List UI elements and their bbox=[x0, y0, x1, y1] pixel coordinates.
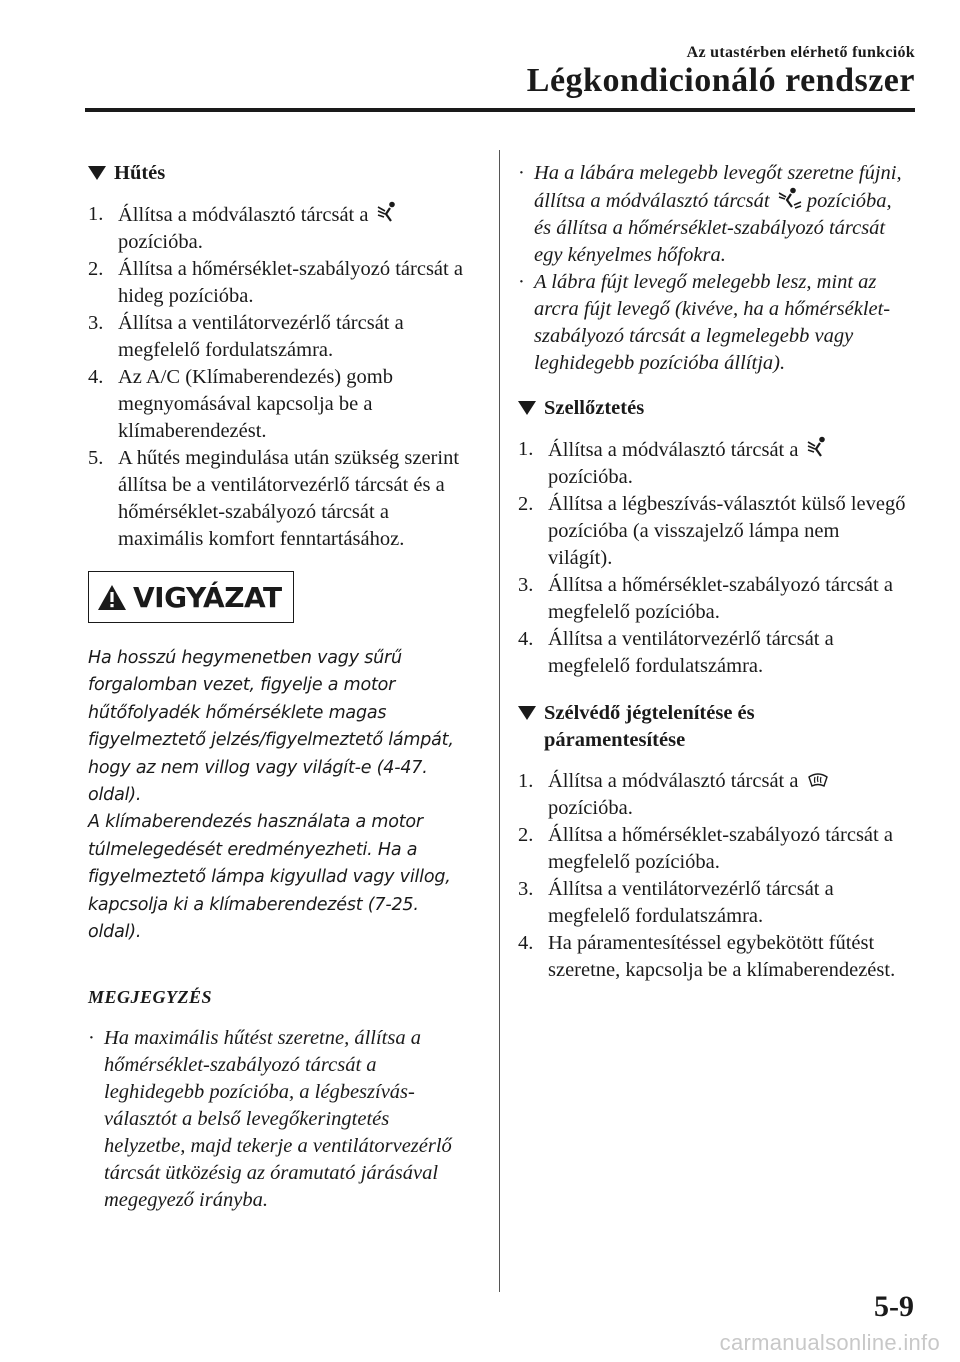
warning-text: Ha hosszú hegymenetben vagy sűrű forgalomban vezet, figyelje a motor hűtőfolyadék hőmérséklete magas figyelmeztető jelzés/figyelmeztető lámpát, hogy az nem villog vagy világít-e (4-47. oldal). A klímaberendezés használata a motor túlmelegedését eredményezheti. Ha a figyelmeztető lámpa kigyullad vagy villog, kapcsolja ki a klímaberendezést (7-25. oldal). bbox=[88, 648, 454, 943]
list-item: 5. A hűtés megindulása után szükség szerint állítsa be a ventilátorvezérlő tárcsát és a hőmérséklet-szabályozó tárcsát a maximális komfort fenntartásához. bbox=[88, 447, 460, 550]
page-title: Légkondicionáló rendszer bbox=[526, 62, 915, 99]
bullet-icon: · bbox=[518, 271, 525, 293]
windshield-defrost-icon bbox=[807, 769, 829, 789]
list-item: 2. Állítsa a légbeszívás-választót külső levegő pozícióba (a visszajelző lámpa nem világít). bbox=[518, 493, 906, 569]
section-triangle-icon bbox=[88, 166, 106, 180]
list-item: 4. Az A/C (Klímaberendezés) gomb megnyomásával kapcsolja be a klímaberendezést. bbox=[88, 366, 393, 442]
warning-box bbox=[88, 571, 294, 623]
watermark: carmanualsonline.info bbox=[719, 1330, 940, 1355]
ventilation-heading: Szellőztetés bbox=[518, 395, 908, 422]
cooling-steps bbox=[88, 201, 468, 553]
bullet-icon: · bbox=[88, 1027, 95, 1050]
bullet-icon: · bbox=[518, 162, 525, 184]
list-item: · A lábra fújt levegő melegebb lesz, mint az arcra fújt levegő (kivéve, ha a hőmérséklet-szabályozó tárcsát a legmelegebb vagy leghidegebb pozícióba állítja). bbox=[518, 269, 908, 377]
warning-label: VIGYÁZAT bbox=[133, 580, 282, 614]
page-number: 5-9 bbox=[874, 1290, 914, 1323]
chapter-subtitle: Az utastérben elérhető funkciók bbox=[686, 44, 915, 61]
list-item: 2. Állítsa a hőmérséklet-szabályozó tárcsát a megfelelő pozícióba. bbox=[518, 824, 893, 873]
note-heading: MEGJEGYZÉS bbox=[88, 987, 213, 1008]
list-item: · Ha maximális hűtést szeretne, állítsa a hőmérséklet-szabályozó tárcsát a leghidegebb pozícióba, a légbeszívás-választót a belső levegőkeringtetés helyzetbe, majd tekerje a ventilátorvezérlő tárcsát ütközésig az óramutató járásával megegyező irányba. bbox=[88, 1025, 468, 1214]
list-item: 2. Állítsa a hőmérséklet-szabályozó tárcsát a hideg pozícióba. bbox=[88, 258, 463, 307]
warning-triangle-icon bbox=[97, 584, 127, 611]
list-item: 3. Állítsa a hőmérséklet-szabályozó tárcsát a megfelelő pozícióba. bbox=[518, 574, 893, 623]
list-item: · Ha a lábára melegebb levegőt szeretne fújni, állítsa a módválasztó tárcsát pozícióba, és állítsa a hőmérséklet-szabályozó tárcsát egy kényelmes hőfokra. bbox=[518, 160, 908, 269]
defrost-heading: Szélvédő jégtelenítése és páramentesítése bbox=[518, 700, 908, 754]
face-vent-icon bbox=[807, 436, 827, 458]
list-item: 4. Állítsa a ventilátorvezérlő tárcsát a megfelelő fordulatszámra. bbox=[518, 628, 834, 677]
section-triangle-icon bbox=[518, 401, 536, 415]
header-rule bbox=[85, 108, 915, 112]
face-feet-vent-icon bbox=[778, 187, 802, 209]
column-divider bbox=[499, 150, 500, 1292]
list-item: 3. Állítsa a ventilátorvezérlő tárcsát a megfelelő fordulatszámra. bbox=[518, 878, 834, 927]
ventilation-steps bbox=[518, 436, 908, 680]
right-column bbox=[518, 160, 908, 984]
list-item: 3. Állítsa a ventilátorvezérlő tárcsát a megfelelő fordulatszámra. bbox=[88, 312, 404, 361]
note-list-left bbox=[88, 1025, 468, 1214]
defrost-steps bbox=[518, 768, 908, 984]
page-header bbox=[85, 0, 915, 116]
list-item: 1. Állítsa a módválasztó tárcsát a pozícióba. bbox=[518, 768, 908, 822]
list-item: 4. Ha páramentesítéssel egybekötött fűtést szeretne, kapcsolja be a klímaberendezést. bbox=[518, 932, 896, 981]
section-triangle-icon bbox=[518, 706, 536, 720]
list-item: 1. Állítsa a módválasztó tárcsát a pozícióba. bbox=[518, 436, 908, 491]
left-column bbox=[88, 160, 468, 1214]
list-item: 1. Állítsa a módválasztó tárcsát a pozícióba. bbox=[88, 201, 468, 256]
cooling-heading: Hűtés bbox=[88, 160, 468, 187]
note-list-right bbox=[518, 160, 908, 377]
face-vent-icon bbox=[377, 201, 397, 223]
